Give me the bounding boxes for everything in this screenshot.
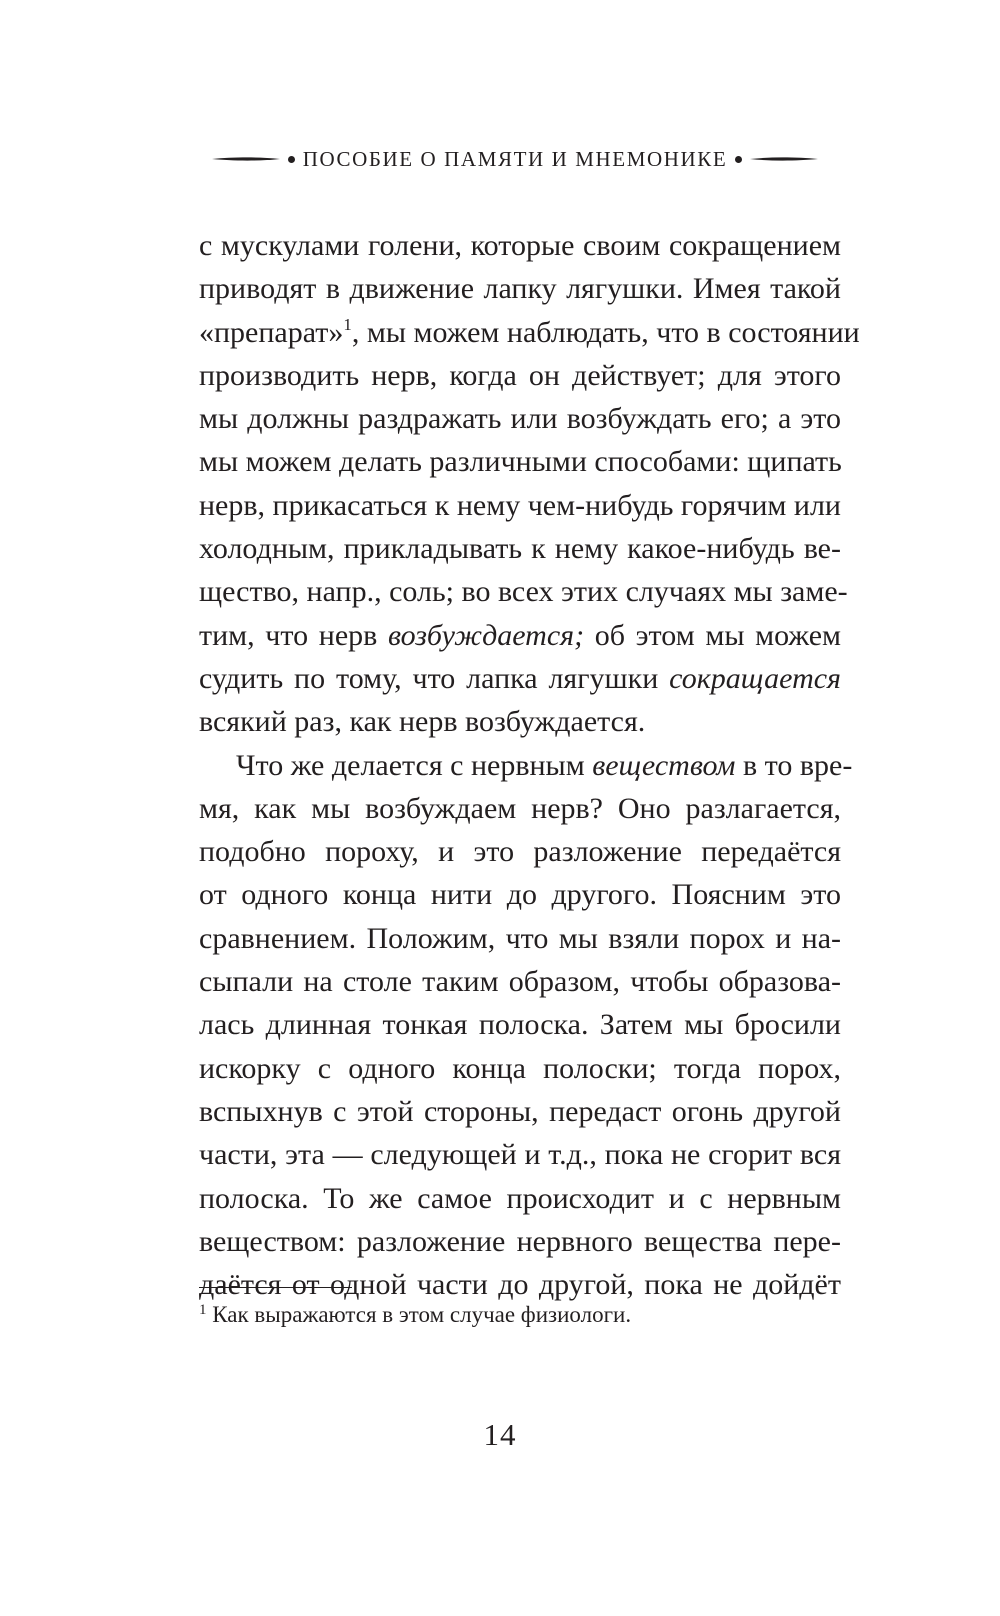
footnote-reference[interactable]: 1: [343, 314, 352, 334]
text-line: нерв, прикасаться к нему чем-нибудь горячим или: [199, 488, 841, 522]
text-segment: судить по тому, что лапка лягушки: [199, 661, 670, 695]
text-line: от одного конца нити до другого. Поясним это: [199, 878, 841, 912]
running-header: [205, 142, 825, 176]
page-number: 14: [483, 1417, 517, 1452]
text-segment: об этом мы можем: [584, 618, 841, 652]
paragraph-1: [199, 224, 860, 744]
text-line: мы должны раздражать или возбуждать его; а это: [199, 402, 841, 436]
footnote-divider: [199, 1287, 352, 1288]
italic-term: сокращается: [669, 661, 841, 695]
text-line: сыпали на столе таким образом, чтобы образова-: [199, 965, 841, 999]
text-line: даётся от одной части до другой, пока не дойдёт: [199, 1268, 841, 1302]
header-bullet-right-icon: [735, 156, 742, 163]
text-line: подобно пороху, и это разложение передаётся: [199, 835, 841, 869]
text-line: холодным, прикладывать к нему какое-нибудь ве-: [199, 532, 841, 566]
text-line: веществом: разложение нервного вещества пере-: [199, 1224, 841, 1258]
header-bullet-left-icon: [288, 156, 295, 163]
text-segment: , мы можем наблюдать, что в состоянии: [351, 315, 860, 349]
italic-term: возбуждается;: [387, 618, 585, 652]
text-segment: в то вре-: [735, 748, 853, 782]
footnote-text: Как выражаются в этом случае физиологи.: [206, 1302, 632, 1327]
text-line: [199, 657, 841, 700]
footnote-marker: 1: [199, 1302, 207, 1318]
text-segment: «препарат»: [199, 315, 344, 349]
footnote: [199, 1300, 841, 1330]
text-line: лась длинная тонкая полоска. Затем мы бросили: [199, 1008, 841, 1042]
ornament-right-icon: [750, 152, 818, 166]
text-line: полоска. То же самое происходит и с нервным: [199, 1181, 841, 1215]
text-line: части, эта — следующей и т.д., пока не сгорит вся: [199, 1138, 841, 1172]
text-line: искорку с одного конца полоски; тогда порох,: [199, 1051, 841, 1085]
text-line: с мускулами голени, которые своим сокращением: [199, 229, 841, 262]
ornament-left-icon: [212, 152, 280, 166]
text-line: приводят в движение лапку лягушки. Имея такой: [199, 272, 841, 306]
text-line: всякий раз, как нерв возбуждается.: [199, 705, 646, 739]
text-line: [199, 744, 853, 787]
running-header-title: ПОСОБИЕ О ПАМЯТИ И МНЕМОНИКЕ: [302, 146, 728, 171]
text-line: [199, 311, 860, 354]
italic-term: веществом: [592, 748, 736, 782]
text-line: мы можем делать различными способами: щипать: [199, 445, 842, 479]
body-text: [199, 224, 860, 1306]
text-segment: Что же делается с нервным: [236, 748, 593, 782]
text-line: сравнением. Положим, что мы взяли порох и на-: [199, 921, 841, 955]
text-line: мя, как мы возбуждаем нерв? Оно разлагается,: [199, 791, 841, 825]
text-line: вспыхнув с этой стороны, передаст огонь другой: [199, 1094, 841, 1128]
text-line: щество, напр., соль; во всех этих случаях мы заме-: [199, 575, 848, 609]
text-segment: тим, что нерв: [199, 618, 388, 652]
paragraph-2: [199, 744, 853, 1307]
text-line: производить нерв, когда он действует; для этого: [199, 358, 841, 392]
text-line: [199, 614, 841, 657]
